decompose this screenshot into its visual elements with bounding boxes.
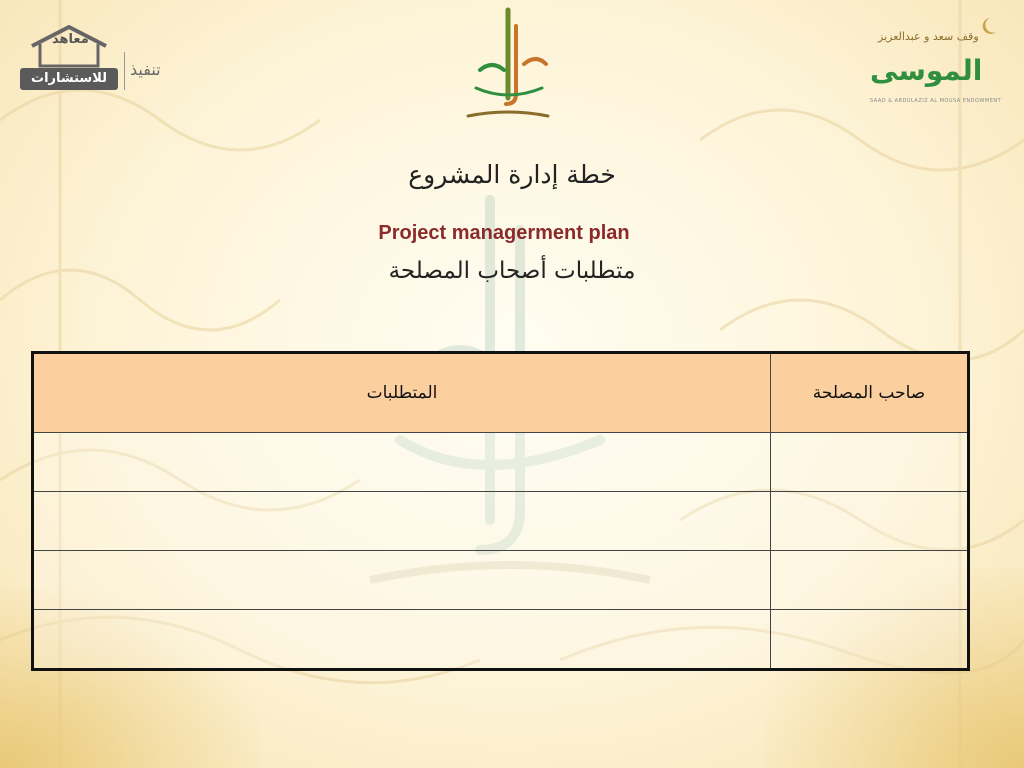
table-header-row <box>33 353 969 433</box>
table-row <box>33 551 969 610</box>
page-title-english: Project managerment plan <box>378 222 630 244</box>
table-cell-requirements[interactable] <box>33 433 771 492</box>
table-cell-requirements[interactable] <box>33 610 771 670</box>
endowment-subline-text: SAAD & ABDULAZIZ AL MOUSA ENDOWMENT <box>870 98 1002 104</box>
page-title-arabic: خطة إدارة المشروع <box>408 160 616 189</box>
logo-house-text: معاهد <box>52 32 89 47</box>
table-cell-stakeholder[interactable] <box>771 610 969 670</box>
almousa-endowment-logo <box>868 14 1002 110</box>
table-cell-stakeholder[interactable] <box>771 551 969 610</box>
stakeholder-requirements-table <box>31 351 970 671</box>
page-subtitle-arabic: متطلبات أصحاب المصلحة <box>388 258 636 284</box>
logo-divider <box>124 52 125 90</box>
table-cell-requirements[interactable] <box>33 492 771 551</box>
logo-bar-text: للاستشارات <box>20 68 118 90</box>
table-row <box>33 433 969 492</box>
logo-exec-text: تنفيذ <box>130 60 161 79</box>
endowment-brand-text: الموسى <box>870 54 983 87</box>
column-header-requirements: المتطلبات <box>33 353 771 433</box>
endowment-top-text: وقف سعد و عبدالعزيز <box>878 30 979 43</box>
table-row <box>33 492 969 551</box>
table-row <box>33 610 969 670</box>
calligraphy-emblem-icon <box>458 6 558 124</box>
table-cell-requirements[interactable] <box>33 551 771 610</box>
table-cell-stakeholder[interactable] <box>771 433 969 492</box>
excellence-award-logo <box>458 6 558 124</box>
column-header-stakeholder: صاحب المصلحة <box>771 353 969 433</box>
consulting-institutes-logo <box>20 24 180 94</box>
table-cell-stakeholder[interactable] <box>771 492 969 551</box>
